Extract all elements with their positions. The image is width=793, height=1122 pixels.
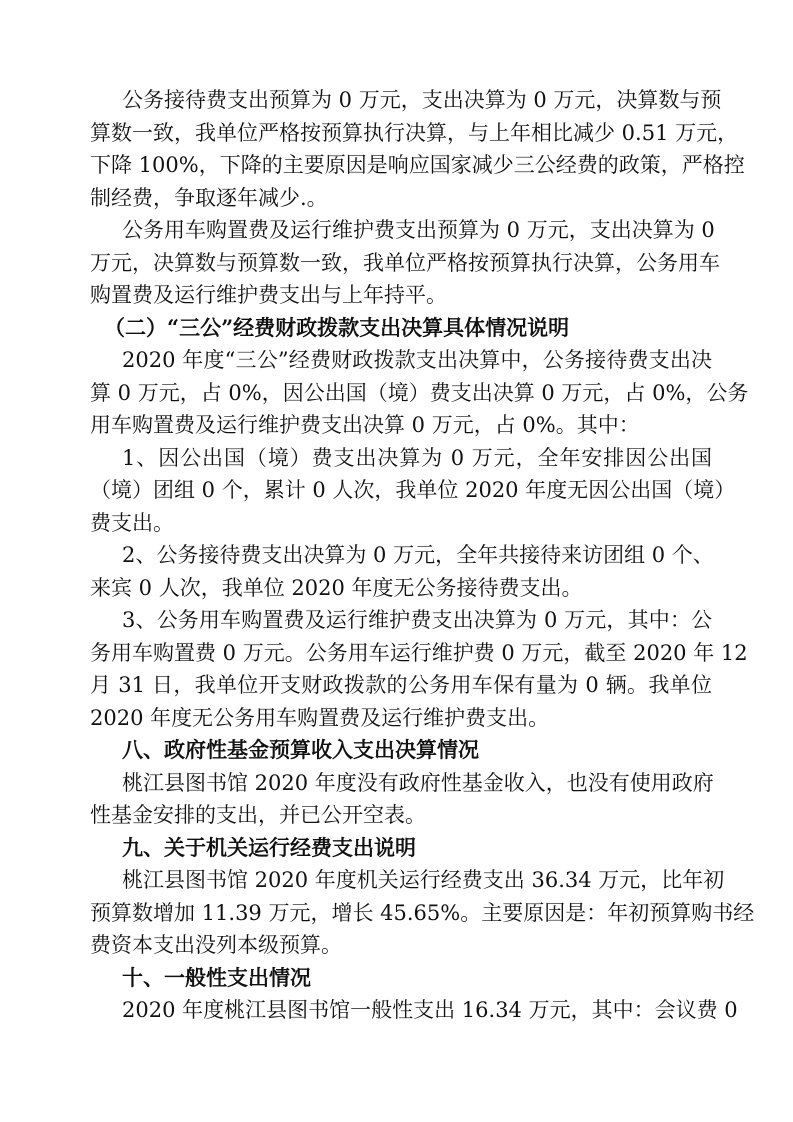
paragraph [90,539,712,604]
text-line: 月 31 日，我单位开支财政拨款的公务用车保有量为 0 辆。我单位 [90,673,712,697]
text-line: 算数一致，我单位严格按预算执行决算，与上年相比减少 0.51 万元， [90,120,739,145]
text-line: 2020 年度桃江县图书馆一般性支出 16.34 万元，其中：会议费 0 [122,998,738,1022]
text-line: 公务用车购置费及运行维护费支出预算为 0 万元，支出决算为 0 [122,218,715,242]
text-line: 2、公务接待费支出决算为 0 万元，全年共接待来访团组 0 个、 [122,543,714,567]
section-heading: 九、关于机关运行经费支出说明 [122,834,416,860]
text-line: 下降 100%，下降的主要原因是响应国家减少三公经费的政策，严格控 [90,153,745,177]
text-line: 1、因公出国（境）费支出决算为 0 万元，全年安排因公出国 [122,445,712,470]
section-heading: 八、政府性基金预算收入支出决算情况 [122,737,479,762]
text-line: 桃江县图书馆 2020 年度机关运行经费支出 36.34 万元，比年初 [122,868,725,892]
text-line: 购置费及运行维护费支出与上年持平。 [90,283,447,307]
text-line: 费支出。 [90,510,174,535]
text-line: 预算数增加 11.39 万元，增长 45.65%。主要原因是：年初预算购书经 [90,900,755,925]
text-line: 公务接待费支出预算为 0 万元，支出决算为 0 万元，决算数与预 [122,88,722,112]
paragraph [90,84,745,214]
paragraph [90,994,738,1027]
paragraph [90,767,712,832]
paragraph [90,214,720,312]
text-line: 制经费，争取逐年减少.。 [90,185,328,210]
text-line: 来宾 0 人次，我单位 2020 年度无公务接待费支出。 [90,575,583,600]
text-line: 费资本支出没列本级预算。 [90,933,342,957]
text-line: （境）团组 0 个，累计 0 人次，我单位 2020 年度无因公出国（境） [90,478,736,502]
section-heading: （二）“三公”经费财政拨款支出决算具体情况说明 [104,314,570,340]
text-line: 性基金安排的支出，并已公开空表。 [90,803,426,827]
text-line: 算 0 万元，占 0%，因公出国（境）费支出决算 0 万元，占 0%，公务 [90,380,749,405]
paragraph [90,864,755,962]
paragraph [90,442,736,540]
text-line: 2020 年度“三公”经费财政拨款支出决算中，公务接待费支出决 [122,348,712,372]
paragraph [90,604,748,734]
text-line: 用车购置费及运行维护费支出决算 0 万元，占 0%。其中： [90,413,640,437]
text-line: 万元，决算数与预算数一致，我单位严格按预算执行决算，公务用车 [90,250,720,275]
text-line: 2020 年度无公务用车购置费及运行维护费支出。 [90,705,550,730]
text-line: 3、公务用车购置费及运行维护费支出决算为 0 万元，其中：公 [122,608,712,632]
text-line: 务用车购置费 0 万元。公务用车运行维护费 0 万元，截至 2020 年 12 [90,640,748,665]
text-line: 桃江县图书馆 2020 年度没有政府性基金收入，也没有使用政府 [122,770,714,795]
section-heading: 十、一般性支出情况 [122,964,311,990]
document-page [90,84,755,1027]
paragraph [90,344,749,442]
